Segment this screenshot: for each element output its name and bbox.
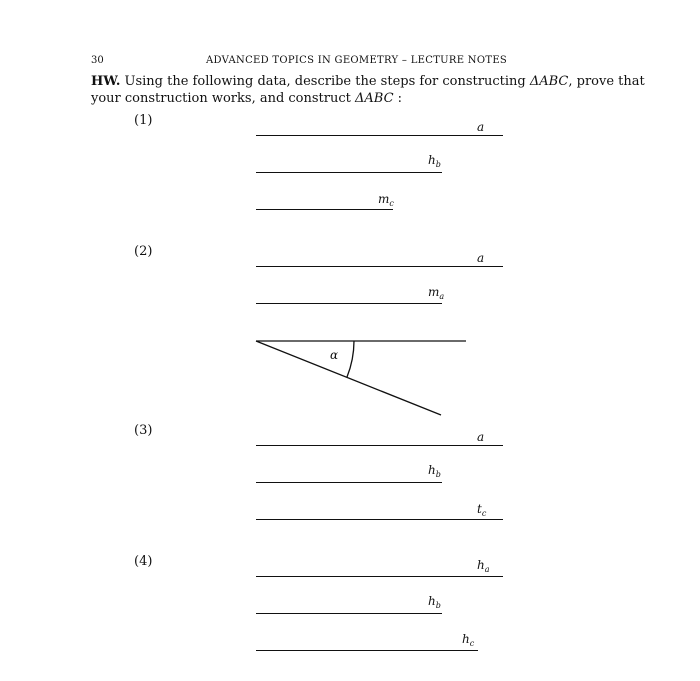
item-label-4: (4) (134, 554, 153, 569)
sym: h (477, 558, 485, 572)
sub: c (469, 639, 475, 648)
sub: a (484, 565, 490, 574)
item-label-3: (3) (134, 423, 153, 438)
sym: a (477, 251, 485, 265)
item-label-2: (2) (134, 244, 153, 259)
sub: c (389, 199, 394, 208)
page-number: 30 (91, 55, 104, 66)
sub: b (435, 470, 441, 479)
segment-label-hb-3 (428, 463, 441, 479)
sym: a (477, 430, 485, 444)
angle-arc (347, 341, 354, 377)
sym: m (428, 285, 440, 299)
sym: m (378, 192, 390, 206)
segment-hb-3 (256, 482, 442, 483)
segment-label-hc-4 (462, 632, 474, 648)
angle-label-alpha: α (330, 348, 339, 362)
hw-text-3: : (393, 91, 403, 106)
segment-hb-4 (256, 613, 442, 614)
sym: h (428, 594, 436, 608)
sym: h (428, 463, 436, 477)
sym: h (462, 632, 470, 646)
triangle-symbol-2: ΔABC (355, 91, 394, 106)
hw-label: HW. (91, 74, 121, 89)
segment-a-3 (256, 445, 503, 446)
sym: h (428, 153, 436, 167)
segment-ha-4 (256, 576, 503, 577)
segment-label-ha-4 (477, 558, 490, 574)
segment-tc-3 (256, 519, 503, 520)
sub: b (435, 160, 441, 169)
hw-text-2: , prove that your construction works, and construct (91, 74, 645, 106)
hw-text-1: Using the following data, describe the steps for constructing (120, 74, 530, 89)
sub: b (435, 601, 441, 610)
running-title: ADVANCED TOPICS IN GEOMETRY – LECTURE NOTES (206, 55, 508, 66)
sym: a (477, 120, 485, 134)
item-label-1: (1) (134, 113, 153, 128)
segment-label-tc-3 (477, 502, 486, 518)
sym: t (477, 502, 482, 516)
sub: c (481, 509, 487, 518)
sub: a (439, 292, 445, 301)
triangle-symbol: ΔABC (529, 74, 569, 89)
angle-ray-slanted (256, 341, 441, 415)
segment-label-a-3 (477, 430, 484, 446)
segment-label-hb-4 (428, 594, 441, 610)
segment-hc-4 (256, 650, 478, 651)
